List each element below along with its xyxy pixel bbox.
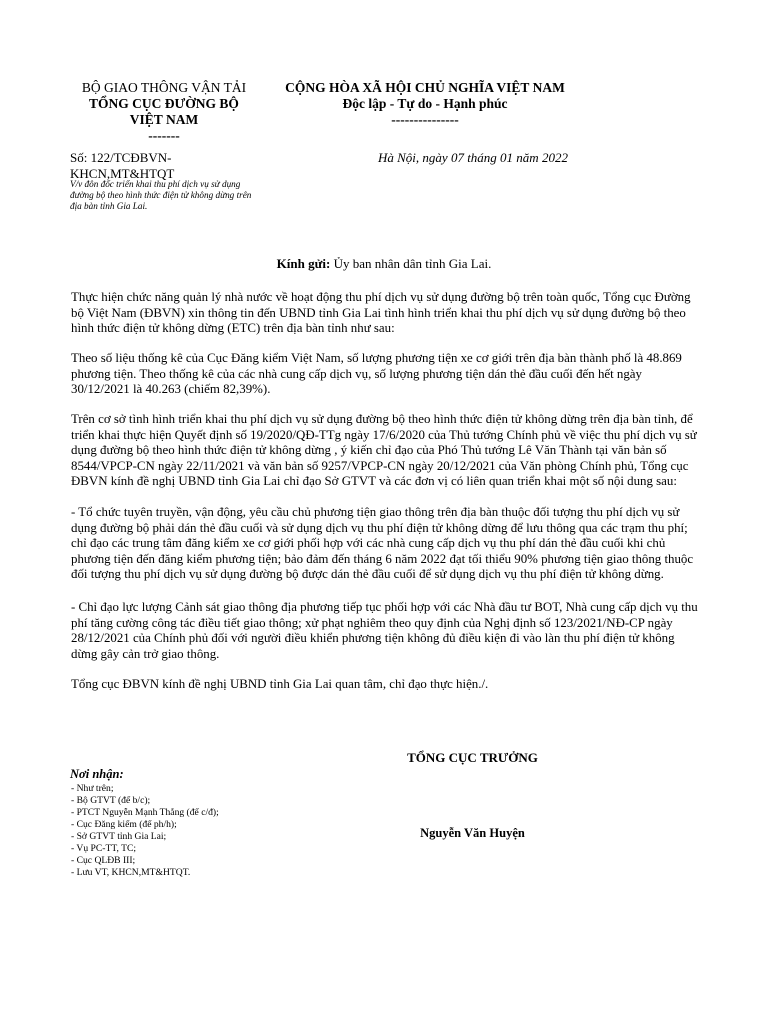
agency-name-continued: VIỆT NAM bbox=[129, 112, 199, 127]
recipient-item: - PTCT Nguyễn Mạnh Thắng (để c/đ); bbox=[71, 807, 219, 818]
salutation bbox=[0, 256, 768, 272]
motto-divider: --------------- bbox=[391, 112, 459, 127]
issuing-agency-header bbox=[64, 80, 264, 144]
recipient-item: - Lưu VT, KHCN,MT&HTQT. bbox=[71, 867, 191, 878]
salutation-label: Kính gửi: bbox=[276, 256, 331, 271]
agency-divider: ------- bbox=[148, 128, 180, 143]
national-motto-header bbox=[270, 80, 580, 128]
ministry-name: BỘ GIAO THÔNG VẬN TẢI bbox=[81, 80, 247, 95]
body-paragraph-3: Trên cơ sở tình hình triển khai thu phí dịch vụ sử dụng đường bộ theo hình thức điện tử không dừng trên địa bàn tỉnh, để triển khai thực hiện Quyết định số 19/2020/QĐ-TTg ngày 17/6/2020 của Thủ tướng Chính phủ về việc thu phí dịch vụ sử dụng đường bộ theo hình thức điện tử không dừng , ý kiến chỉ đạo của Phó Thủ tướng Lê Văn Thành tại văn bản số 8544/VPCP-CN ngày 22/11/2021 và văn bản số 9257/VPCP-CN ngày 20/12/2021 của Văn phòng Chính phủ, Tổng cục ĐBVN kính đề nghị UBND tỉnh Gia Lai chỉ đạo Sở GTVT và các đơn vị có liên quan triển khai một số nội dung sau: bbox=[71, 412, 697, 489]
body-paragraph-6: Tổng cục ĐBVN kính đề nghị UBND tỉnh Gia Lai quan tâm, chỉ đạo thực hiện./. bbox=[71, 677, 489, 691]
recipient-item: - Sở GTVT tỉnh Gia Lai; bbox=[71, 831, 167, 842]
agency-name: TỔNG CỤC ĐƯỜNG BỘ bbox=[89, 96, 239, 111]
recipient-item: - Vụ PC-TT, TC; bbox=[71, 843, 137, 854]
body-paragraph-2: Theo số liệu thống kê của Cục Đăng kiểm Việt Nam, số lượng phương tiện xe cơ giới trên địa bàn thành phố là 48.869 phương tiện. Theo thống kê của các nhà cung cấp dịch vụ, số lượng phương tiện dán thẻ đầu cuối đến hết ngày 30/12/2021 là 40.263 (chiếm 82,39%). bbox=[71, 351, 682, 397]
body-paragraph-1: Thực hiện chức năng quản lý nhà nước về hoạt động thu phí dịch vụ sử dụng đường bộ trên toàn quốc, Tổng cục Đường bộ Việt Nam (ĐBVN) xin thông tin đến UBND tỉnh Gia Lai tình hình triển khai thu phí dịch vụ sử dụng đường bộ theo hình thức điện tử không dừng (ETC) trên địa bàn tỉnh như sau: bbox=[71, 290, 691, 336]
date-line: Hà Nội, ngày 07 tháng 01 năm 2022 bbox=[378, 150, 568, 165]
signer-title: TỔNG CỤC TRƯỞNG bbox=[407, 750, 538, 765]
document-number-line2: KHCN,MT&HTQT bbox=[70, 165, 175, 181]
document-number-line1: Số: 122/TCĐBVN- bbox=[70, 150, 172, 165]
signer-name: Nguyễn Văn Huyện bbox=[420, 826, 525, 840]
recipient-item: - Bộ GTVT (để b/c); bbox=[71, 795, 151, 806]
document-number bbox=[70, 150, 235, 181]
recipients-list bbox=[71, 783, 219, 879]
recipient-item: - Cục QLĐB III; bbox=[71, 855, 136, 866]
national-motto: Độc lập - Tự do - Hạnh phúc bbox=[342, 96, 508, 111]
body-paragraph-5: - Chỉ đạo lực lượng Cảnh sát giao thông địa phương tiếp tục phối hợp với các Nhà đầu tư BOT, Nhà cung cấp dịch vụ thu phí tăng cường công tác điều tiết giao thông; xử phạt nghiêm theo quy định của Nghị định số 123/2021/NĐ-CP ngày 28/12/2021 của Chính phủ đối với người điều khiển phương tiện không đủ điều kiện đi vào làn thu phí điện tử không dừng gây cản trở giao thông. bbox=[71, 600, 698, 661]
body-paragraph-4: - Tổ chức tuyên truyền, vận động, yêu cầu chủ phương tiện giao thông trên địa bàn thuộc đối tượng thu phí dịch vụ sử dụng đường bộ phải dán thẻ đầu cuối và sử dụng dịch vụ thu phí điện tử không dừng để lưu thông qua các trạm thu phí; chỉ đạo các trung tâm đăng kiểm xe cơ giới phối hợp với các nhà cung cấp dịch vụ thu phí dán thẻ đầu cuối khi chủ phương tiện đến đăng kiểm phương tiện; bảo đảm đến tháng 6 năm 2022 đạt tối thiểu 90% phương tiện giao thông thuộc đối tượng thu phí dịch vụ sử dụng đường bộ được dán thẻ đầu cuối để sử dụng dịch vụ thu phí điện tử không dừng. bbox=[71, 505, 694, 582]
country-name: CỘNG HÒA XÃ HỘI CHỦ NGHĨA VIỆT NAM bbox=[285, 80, 565, 95]
recipient-item: - Cục Đăng kiểm (để ph/h); bbox=[71, 819, 177, 830]
recipient-item: - Như trên; bbox=[71, 783, 114, 794]
recipients-label: Nơi nhận: bbox=[70, 767, 124, 781]
salutation-recipient: Ủy ban nhân dân tỉnh Gia Lai. bbox=[330, 256, 492, 271]
document-subject: V/v đôn đốc triển khai thu phí dịch vụ sử dụng đường bộ theo hình thức điện tử không dừng trên địa bàn tỉnh Gia Lai. bbox=[70, 179, 252, 211]
